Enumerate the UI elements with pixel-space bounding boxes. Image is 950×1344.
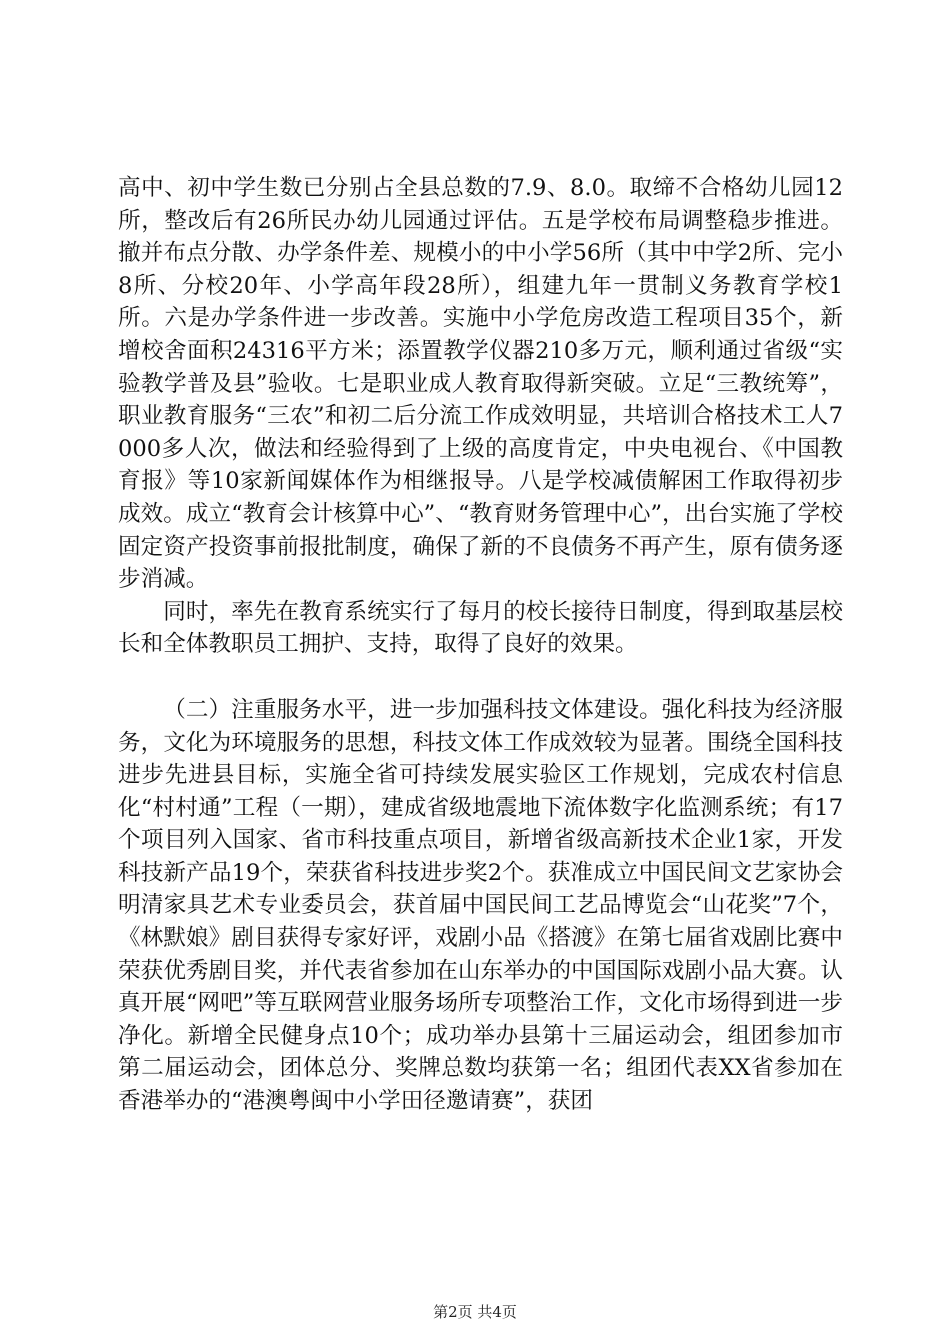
page-number-footer: 第2页 共4页	[433, 1303, 517, 1321]
paragraph-science-culture-sports: （二）注重服务水平，进一步加强科技文体建设。强化科技为经济服务，文化为环境服务的思想，科技文体工作成效较为显著。围绕全国科技进步先进县目标，实施全省可持续发展实验区工作规划，完成农村信息化“村村通”工程（一期），建成省级地震地下流体数字化监测系统；有17个项目列入国家、省市科技重点项目，新增省级高新技术企业1家，开发科技新产品19个，荣获省科技进步奖2个。获准成立中国民间文艺家协会明清家具艺术专业委员会，获首届中国民间工艺品博览会“山花奖”7个，《林默娘》剧目获得专家好评，戏剧小品《搭渡》在第七届省戏剧比赛中荣获优秀剧目奖，并代表省参加在山东举办的中国国际戏剧小品大赛。认真开展“网吧”等互联网营业服务场所专项整治工作，文化市场得到进一步净化。新增全民健身点10个；成功举办县第十三届运动会，组团参加市第二届运动会，团体总分、奖牌总数均获第一名；组团代表XX省参加在香港举办的“港澳粤闽中小学田径邀请赛”，获团	[118, 696, 843, 1115]
paragraph-principal-reception: 同时，率先在教育系统实行了每月的校长接待日制度，得到取基层校长和全体教职员工拥护、支持，取得了良好的效果。	[118, 598, 843, 658]
section-spacer	[118, 661, 843, 694]
paragraph-education-results: 高中、初中学生数已分别占全县总数的7.9、8.0。取缔不合格幼儿园12所，整改后有26所民办幼儿园通过评估。五是学校布局调整稳步推进。撤并布点分散、办学条件差、规模小的中小学56所（其中中学2所、完小8所、分校20年、小学高年段28所），组建九年一贯制义务教育学校1所。六是办学条件进一步改善。实施中小学危房改造工程项目35个，新增校舍面积24316平方米；添置教学仪器210多万元，顺利通过省级“实验教学普及县”验收。七是职业成人教育取得新突破。立足“三教统筹”，职业教育服务“三农”和初二后分流工作成效明显，共培训合格技术工人7000多人次，做法和经验得到了上级的高度肯定，中央电视台、《中国教育报》等10家新闻媒体作为相继报导。八是学校减债解困工作取得初步成效。成立“教育会计核算中心”、“教育财务管理中心”，出台实施了学校固定资产投资事前报批制度，确保了新的不良债务不再产生，原有债务逐步消减。	[118, 175, 843, 593]
document-body	[118, 172, 843, 1118]
